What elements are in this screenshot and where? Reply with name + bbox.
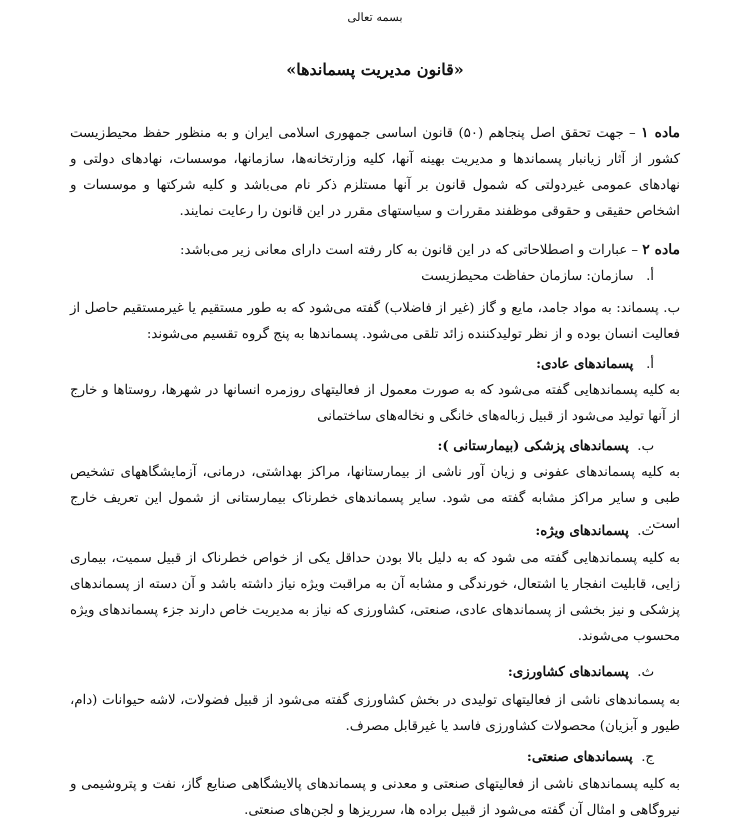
bismillah-header: بسمه تعالی bbox=[347, 10, 403, 24]
category-text-special: به کلیه پسماندهایی گفته می شود که به دلیل بالا بودن حداقل یکی از خواص خطرناک از قبیل سمیت، بیماری زایی، قابلیت انفجار یا اشتعال، خورندگی و مشابه آن به مراقبت ویژه نیاز داشته باشد و آن دسته از پسماندهای پزشکی و نیز بخشی از پسماندهای عادی، صنعتی، کشاورزی که نیاز به مدیریت خاص دارند جزء پسماندهای ویژه محسوب می‌شوند. bbox=[70, 551, 680, 644]
article-2-dash: – bbox=[627, 243, 643, 258]
article-1-text: جهت تحقق اصل پنجاهم (۵۰) قانون اساسی جمهوری اسلامی ایران و به منظور حفظ محیط‌زیست کشور از آثار زیانبار پسماندها و مدیریت بهینه آنها، کلیه وزارتخانه‌ها، سازمانها، موسسات، نهادهای دولتی و نهادهای عمومی غیردولتی که شمول قانون بر آنها مستلزم ذکر نام می‌باشد و کلیه شرکتها و موسسات و اشخاص حقیقی و حقوقی موظفند مقررات و سیاستهای مقرر در این قانون را رعایت نمایند. bbox=[70, 126, 680, 219]
category-heading-medical bbox=[437, 434, 654, 460]
article-1-dash: – bbox=[623, 126, 642, 141]
definition-marker: أ. bbox=[646, 269, 654, 284]
category-heading: پسماندهای ویژه: bbox=[535, 524, 629, 539]
law-title: «قانون مدیریت پسماندها» bbox=[286, 60, 464, 79]
definition-marker: ب. bbox=[663, 301, 680, 316]
article-2-text: عبارات و اصطلاحاتی که در این قانون به کار رفته است دارای معانی زیر می‌باشد: bbox=[180, 243, 628, 258]
category-marker: أ. bbox=[646, 357, 654, 372]
category-heading-general bbox=[536, 352, 654, 378]
category-marker: ث. bbox=[637, 665, 654, 680]
category-heading: پسماندهای پزشکی (بیمارستانی ): bbox=[437, 439, 629, 454]
category-text-industrial: به کلیه پسماندهای ناشی از فعالیتهای صنعتی و معدنی و پسماندهای پالایشگاهی صنایع گاز، نفت و پتروشیمی و نیروگاهی و امثال آن گفته می‌شود از قبیل براده ها، سرریزها و لجن‌های صنعتی. bbox=[70, 777, 680, 818]
definition-organization-text: سازمان: سازمان حفاظت محیط‌زیست bbox=[421, 269, 634, 284]
definition-waste-text: پسماند: به مواد جامد، مایع و گاز (غیر از فاضلاب) گفته می‌شود که به طور مستقیم یا غیرمستقیم حاصل از فعالیت انسان بوده و از نظر تولیدکننده زائد تلقی می‌شود. پسماندها به پنج گروه تقسیم می‌شوند: bbox=[70, 301, 680, 342]
definition-waste bbox=[70, 296, 680, 348]
article-1-label: ماده ۱ bbox=[641, 125, 680, 141]
category-text-agricultural: به پسماندهای ناشی از فعالیتهای تولیدی در بخش کشاورزی گفته می‌شود از قبیل فضولات، لاشه حیوانات (دام، طیور و آبزیان) محصولات کشاورزی فاسد یا غیرقابل مصرف. bbox=[70, 693, 680, 734]
article-2 bbox=[70, 237, 680, 264]
category-marker: ت. bbox=[637, 524, 654, 539]
article-2-label: ماده ۲ bbox=[642, 242, 680, 258]
article-1 bbox=[70, 120, 680, 225]
category-heading: پسماندهای صنعتی: bbox=[526, 750, 633, 765]
definition-organization bbox=[421, 264, 654, 290]
category-heading-special bbox=[535, 519, 654, 545]
category-heading: پسماندهای کشاورزی: bbox=[507, 665, 629, 680]
category-marker: ج. bbox=[641, 750, 654, 765]
category-heading: پسماندهای عادی: bbox=[536, 357, 634, 372]
category-marker: ب. bbox=[637, 439, 654, 454]
category-heading-agricultural bbox=[508, 660, 654, 686]
category-text-general: به کلیه پسماندهایی گفته می‌شود که به صورت معمول از فعالیتهای روزمره انسانها در شهرها، روستاها و خارج از آنها تولید می‌شود از قبیل زباله‌های خانگی و نخاله‌های ساختمانی bbox=[70, 383, 680, 424]
category-text-medical: به کلیه پسماندهای عفونی و زیان آور ناشی از بیمارستانها، مراکز بهداشتی، درمانی، آزمایشگاههای تشخیص طبی و سایر مراکز مشابه گفته می شود. سایر پسماندهای خطرناک بیمارستانی از شمول این تعریف خارج است. bbox=[70, 465, 680, 532]
category-heading-industrial bbox=[527, 745, 654, 771]
